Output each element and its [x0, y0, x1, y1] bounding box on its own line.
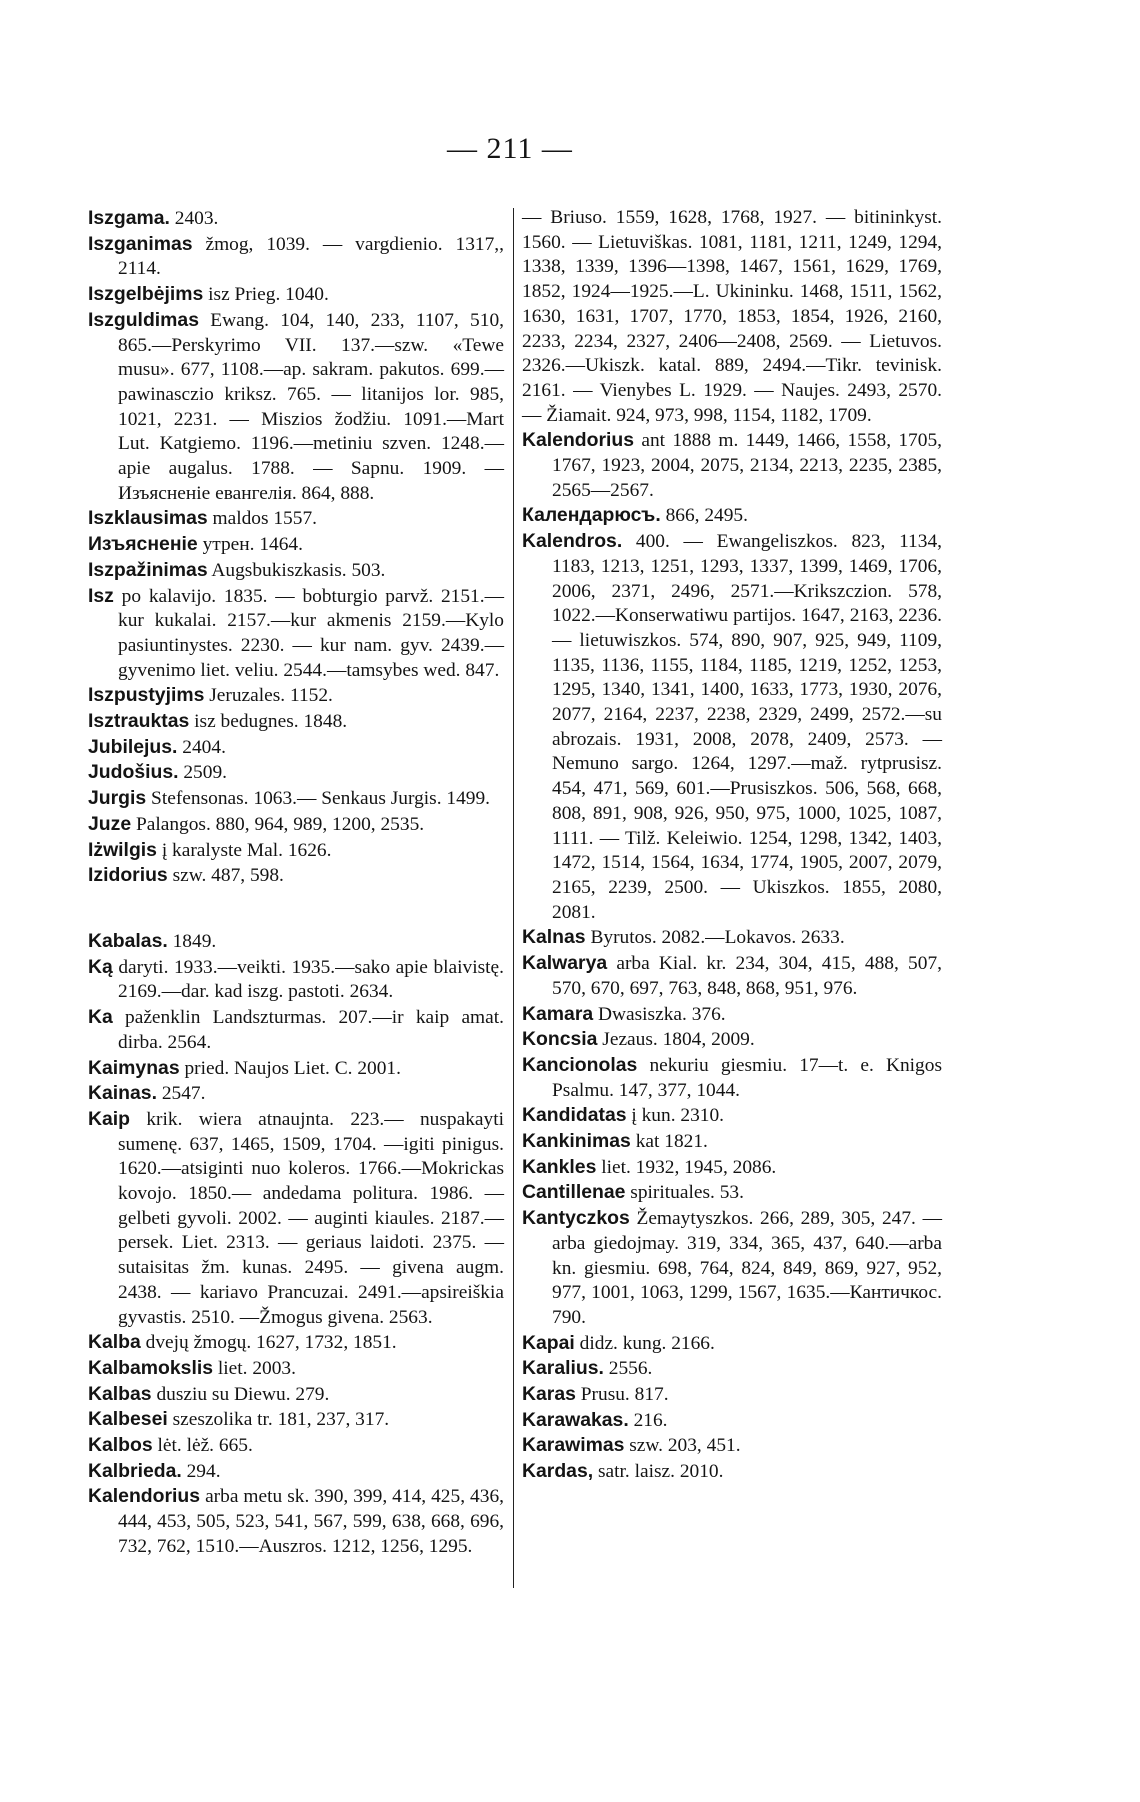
entry-text: arba Kial. kr. 234, 304, 415, 488, 507, 570, 670, 697, 763, 848, 868, 951, 976. — [552, 953, 942, 999]
index-entry — [522, 1433, 942, 1459]
entry-headword: Kalendorius — [88, 1485, 201, 1508]
index-entry — [88, 1459, 504, 1485]
entry-text: 400. — Ewangeliszkos. 823, 1134, 1183, 1213, 1251, 1293, 1337, 1399, 1469, 1706, 2006, 2371, 2496, 2571.—Krikszczion. 578, 1022.—Konserwatiwu partijos. 1647, 2163, 2236. — lietuwiszkos. 574, 890, 907, 925, 949, 1109, 1135, 1136, 1155, 1184, 1185, 1219, 1252, 1253, 1295, 1340, 1341, 1400, 1633, 1773, 1930, 2076, 2077, 2164, 2237, 2238, 2329, 2499, 2572.—su abrozais. 1931, 2008, 2078, 2409, 2573. — Nemuno sargo. 1264, 1297.—maž. rytprusisz. 454, 471, 569, 601.—Prusiszkos. 506, 568, 668, 808, 891, 908, 926, 950, 975, 1000, 1025, 1087, 1111. — Tilž. Keleiwio. 1254, 1298, 1342, 1403, 1472, 1514, 1564, 1634, 1774, 1905, 2007, 2079, 2165, 2239, 2500. — Ukiszkos. 1855, 2080, 2081. — [552, 531, 942, 923]
entry-text: 2547. — [156, 1083, 206, 1105]
index-entry — [522, 1027, 942, 1053]
entry-text: lėt. lėž. 665. — [152, 1435, 253, 1457]
index-entry — [88, 232, 504, 282]
index-entry — [88, 709, 504, 735]
index-entry — [522, 951, 942, 1001]
index-column-left — [88, 206, 504, 1560]
entry-headword: Kankles — [522, 1155, 597, 1178]
entry-text: szeszolika tr. 181, 237, 317. — [167, 1409, 390, 1431]
index-entry — [522, 529, 942, 925]
entry-text: arba metu sk. 390, 399, 414, 425, 436, 444, 453, 505, 523, 541, 567, 599, 638, 668, 696, 732, 762, 1510.—Auszros. 1212, 1256, 1295. — [118, 1486, 504, 1557]
index-entry — [88, 558, 504, 584]
entry-headword: Isz — [88, 584, 114, 607]
index-entry — [522, 1053, 942, 1103]
entry-text: 294. — [181, 1460, 221, 1482]
entry-text: szw. 487, 598. — [167, 865, 284, 887]
entry-text: satr. laisz. 2010. — [593, 1461, 724, 1483]
entry-text: maldos 1557. — [207, 508, 317, 530]
index-entry — [88, 1382, 504, 1408]
entry-text: spirituales. 53. — [625, 1182, 744, 1204]
entry-headword: Izidorius — [88, 864, 168, 887]
entry-headword: Karawakas. — [522, 1408, 629, 1431]
index-entry — [522, 206, 942, 428]
entry-headword: Cantillenae — [522, 1181, 626, 1204]
entry-headword: Iżwilgis — [88, 838, 157, 861]
index-entry — [88, 735, 504, 761]
index-entry — [522, 428, 942, 503]
index-entry — [88, 812, 504, 838]
index-entry — [522, 1408, 942, 1434]
entry-headword: Koncsia — [522, 1028, 598, 1051]
index-entry — [522, 925, 942, 951]
entry-text: žmog, 1039. — vargdienio. 1317,, 2114. — [118, 233, 504, 280]
entry-text: ant 1888 m. 1449, 1466, 1558, 1705, 1767, 1923, 2004, 2075, 2134, 2213, 2235, 2385, 2565—2567. — [552, 430, 942, 501]
entry-headword: Kapai — [522, 1331, 575, 1354]
index-entry — [522, 1382, 942, 1408]
entry-headword: Juze — [88, 812, 132, 835]
entry-text: 2403. — [169, 208, 219, 229]
entry-headword: Jubilejus. — [88, 735, 178, 758]
entry-text: утрен. 1464. — [197, 534, 303, 556]
index-column-right — [522, 206, 942, 1485]
entry-text: liet. 1932, 1945, 2086. — [596, 1156, 777, 1178]
entry-headword: Ką — [88, 955, 113, 978]
entry-headword: Ka — [88, 1006, 113, 1029]
entry-headword: Календарюсъ. — [522, 504, 661, 527]
entry-headword: Karas — [522, 1383, 576, 1406]
entry-text: daryti. 1933.—veikti. 1935.—sako apie blaivistę. 2169.—dar. kad iszg. pastoti. 2634. — [112, 956, 504, 1003]
entry-text: Augsbukiszkasis. 503. — [207, 559, 386, 581]
entry-text: — Briuso. 1559, 1628, 1768, 1927. — bitininkyst. 1560. — Lietuviškas. 1081, 1181, 1211, 1249, 1294, 1338, 1339, 1396—1398, 1467, 1561, 1629, 1769, 1852, 1924—1925.—L. Ukininku. 1468, 1511, 1562, 1630, 1631, 1707, 1770, 1853, 1854, 1926, 2160, 2233, 2234, 2327, 2406—2408, 2569. — Lietuvos. 2326.—Ukiszk. katal. 889, 2494.—Tikr. tevinisk. 2161. — Vienybes L. 1929. — Naujes. 2493, 2570. — Žiamait. 924, 973, 998, 1154, 1182, 1709. — [522, 207, 942, 426]
entry-text: 866, 2495. — [660, 505, 748, 527]
index-entry — [88, 584, 504, 684]
entry-headword: Judošius. — [88, 761, 179, 784]
index-entry — [88, 1356, 504, 1382]
entry-headword: Kalbrieda. — [88, 1459, 182, 1482]
index-entry — [522, 1002, 942, 1028]
entry-text: dusziu su Diewu. 279. — [151, 1383, 330, 1405]
index-entry — [88, 1107, 504, 1330]
index-entry — [522, 1331, 942, 1357]
entry-headword: Kalnas — [522, 926, 586, 949]
entry-text: 216. — [628, 1409, 668, 1431]
entry-text: Jeruzales. 1152. — [204, 685, 333, 707]
entry-text: nekuriu giesmiu. 17—t. e. Knigos Psalmu. 147, 377, 1044. — [552, 1054, 942, 1101]
entry-text: į karalyste Mal. 1626. — [156, 839, 332, 861]
index-entry — [88, 955, 504, 1005]
entry-headword: Kankinimas — [522, 1130, 631, 1153]
index-entry — [522, 1459, 942, 1485]
entry-headword: Karawimas — [522, 1434, 625, 1457]
entry-headword: Iszgama. — [88, 207, 170, 229]
entry-headword: Kamara — [522, 1002, 594, 1025]
index-entry — [88, 683, 504, 709]
entry-headword: Kalbos — [88, 1434, 153, 1457]
entry-headword: Kaimynas — [88, 1056, 180, 1079]
entry-headword: Kalbamokslis — [88, 1356, 214, 1379]
entry-text: po kalavijo. 1835. — bobturgio parvž. 2151.—kur kukalai. 2157.—kur akmenis 2159.—Kylo pasiuntinystes. 2230. — kur nam. gyv. 2439.—gyvenimo liet. veliu. 2544.—tamsybes wed. 847. — [113, 585, 504, 681]
entry-headword: Iszpustyjims — [88, 684, 205, 707]
entry-text: Stefensonas. 1063.— Senkaus Jurgis. 1499. — [146, 788, 491, 810]
entry-text: Žemaytyszkos. 266, 289, 305, 247. — arba giedojmay. 319, 334, 365, 437, 640.—arba kn. giesmiu. 698, 764, 824, 849, 869, 927, 952, 977, 1001, 1063, 1299, 1567, 1635.—Кантичкос. 790. — [552, 1208, 942, 1328]
index-entry — [88, 1484, 504, 1559]
index-entry — [522, 1206, 942, 1331]
entry-headword: Kandidatas — [522, 1104, 627, 1127]
index-entry — [522, 1129, 942, 1155]
entry-text: kat 1821. — [630, 1131, 708, 1153]
entry-text: Byrutos. 2082.—Lokavos. 2633. — [585, 927, 845, 949]
entry-text: 1849. — [167, 930, 217, 952]
entry-headword: Kalendros. — [522, 530, 623, 553]
entry-text: krik. wiera atnaujnta. 223.— nuspakayti sumenę. 637, 1465, 1509, 1704. —igiti pinigus. 1620.—atsiginti nuo koleros. 1766.—Mokrickas kovojo. 1850.— andedama politura. 1986. —gelbeti gyvoli. 2002. — auginti kiaules. 2187.— persek. Liet. 2313. — geriaus laidoti. 2375. — sutaisitas žm. kunas. 2495. — givena augm. 2438. — kariavo Prancuzai. 2491.—apsireiškia gyvastis. 2510. —Žmogus givena. 2563. — [118, 1108, 504, 1328]
page-number: — 211 — — [447, 132, 573, 165]
entry-headword: Kainas. — [88, 1082, 157, 1105]
index-entry — [88, 1433, 504, 1459]
column-divider — [513, 208, 514, 1588]
index-entry — [88, 760, 504, 786]
index-entry — [88, 786, 504, 812]
entry-headword: Kantyczkos — [522, 1207, 630, 1230]
index-entry — [88, 1330, 504, 1356]
entry-headword: Kalba — [88, 1331, 141, 1354]
entry-text: dvejų žmogų. 1627, 1732, 1851. — [140, 1332, 397, 1354]
index-entry — [88, 838, 504, 864]
index-entry — [88, 863, 504, 889]
entry-text: szw. 203, 451. — [624, 1435, 741, 1457]
entry-text: Palangos. 880, 964, 989, 1200, 2535. — [131, 813, 425, 835]
entry-text: liet. 2003. — [213, 1357, 296, 1379]
index-entry — [522, 1180, 942, 1206]
index-entry — [522, 1103, 942, 1129]
entry-headword: Kalbas — [88, 1382, 152, 1405]
index-entry — [88, 282, 504, 308]
index-entry — [522, 503, 942, 529]
entry-headword: Iszklausimas — [88, 507, 208, 530]
entry-headword: Iszgelbėjims — [88, 283, 204, 306]
entry-headword: Kabalas. — [88, 929, 168, 952]
entry-text: į kun. 2310. — [626, 1105, 725, 1127]
entry-text: Ewang. 104, 140, 233, 1107, 510, 865.—Perskyrimo VII. 137.—szw. «Tewe musu». 677, 1108.—ap. sakram. pakutos. 699.—pawinasczio kriksz. 765. — litanijos lor. 985, 1021, 2231. — Miszios žodžiu. 1091.—Mart Lut. Katgiemo. 1196.—metiniu szven. 1248.— apie augalus. 1788. — Sapnu. 1909. — Изъясненіе евангелія. 864, 888. — [118, 309, 504, 504]
entry-text: isz bedugnes. 1848. — [189, 711, 348, 733]
entry-headword: Iszganimas — [88, 232, 193, 255]
index-entry — [88, 532, 504, 558]
entry-text: Jezaus. 1804, 2009. — [597, 1029, 755, 1051]
entry-headword: Iszpažinimas — [88, 558, 208, 581]
index-entry — [88, 1056, 504, 1082]
entry-headword: Iszguldimas — [88, 308, 199, 331]
index-entry — [522, 1356, 942, 1382]
entry-text: Prusu. 817. — [575, 1384, 669, 1406]
index-entry — [88, 206, 504, 232]
entry-headword: Karalius. — [522, 1357, 604, 1380]
entry-headword: Jurgis — [88, 787, 147, 810]
index-entry — [522, 1155, 942, 1181]
entry-headword: Kardas, — [522, 1460, 594, 1483]
entry-headword: Kancionolas — [522, 1053, 638, 1076]
entry-headword: Isztrauktas — [88, 710, 190, 733]
entry-text: Dwasiszka. 376. — [593, 1003, 726, 1025]
entry-text: 2509. — [178, 762, 227, 784]
entry-text: pried. Naujos Liet. C. 2001. — [179, 1057, 401, 1079]
entry-headword: Kalwarya — [522, 952, 608, 975]
index-entry — [88, 1081, 504, 1107]
entry-text: didz. kung. 2166. — [574, 1332, 715, 1354]
entry-headword: Kalendorius — [522, 429, 635, 452]
index-entry — [88, 506, 504, 532]
entry-headword: Изъясненіе — [88, 533, 198, 556]
entry-text: paženklin Landszturmas. 207.—ir kaip amat. dirba. 2564. — [112, 1007, 504, 1053]
index-entry — [88, 1407, 504, 1433]
entry-text: 2404. — [177, 736, 226, 758]
entry-text: 2556. — [603, 1358, 653, 1380]
entry-headword: Kaip — [88, 1107, 131, 1130]
entry-text: isz Prieg. 1040. — [203, 284, 329, 306]
index-entry — [88, 1005, 504, 1055]
entry-headword: Kalbesei — [88, 1408, 168, 1431]
index-entry — [88, 929, 504, 955]
index-entry — [88, 308, 504, 507]
